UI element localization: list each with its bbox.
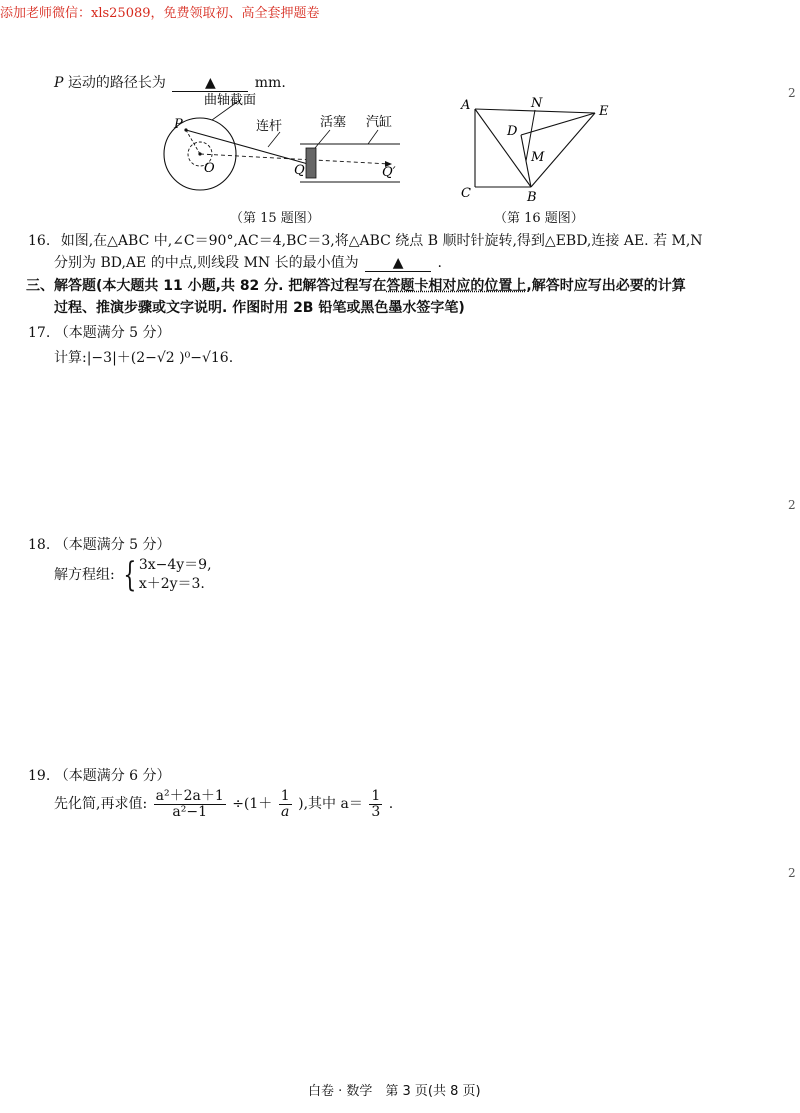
- equation-1: 3x−4y＝9,: [138, 557, 212, 573]
- q19-end: .: [388, 796, 394, 813]
- fig15-pt-q: Q: [294, 163, 305, 178]
- section-3-heading-line-2: 过程、推演步骤或文字说明. 作图时用 2B 铅笔或黑色墨水签字笔): [54, 300, 465, 316]
- q15-text: 运动的路径长为: [67, 75, 166, 91]
- q19-divide-text: ÷(1＋: [232, 796, 273, 813]
- connecting-rod-line: [186, 130, 308, 164]
- edge-mark: 2: [788, 498, 796, 512]
- fig15-label-crank: 曲轴截面: [204, 93, 257, 108]
- piston-block: [306, 148, 316, 178]
- q18-lead: 解方程组:: [54, 566, 115, 583]
- edge-mark: 2: [788, 866, 796, 880]
- q18-heading: 18. （本题满分 5 分）: [28, 537, 171, 553]
- piston-label-leader: [315, 130, 330, 148]
- fig16-pt-b: B: [527, 190, 537, 205]
- q16-line-2: [54, 252, 442, 272]
- q15-answer-blank: [172, 75, 248, 92]
- q16-line-1: [28, 230, 703, 250]
- cylinder-label-leader: [368, 130, 378, 144]
- q19-expression: [54, 789, 393, 819]
- fig16-pt-c: C: [461, 186, 471, 201]
- point-p-label: P: [54, 75, 64, 91]
- fraction-numerator: 1: [371, 788, 381, 804]
- edge-mark: 2: [788, 86, 796, 100]
- q19-lead: 先化简,再求值:: [54, 796, 148, 813]
- section-3-emphasis: 答题卡相对应的位置上: [386, 278, 527, 294]
- fraction-main: [154, 789, 226, 819]
- segment-ab: [475, 109, 531, 187]
- figure-15-caption: （第 15 题图）: [230, 211, 320, 226]
- q16-text-end: .: [437, 255, 442, 271]
- fraction-numerator: 1: [280, 788, 290, 804]
- q15-answer-line: [54, 72, 286, 92]
- q19-condition-text: ),其中 a＝: [298, 796, 363, 813]
- section-3-text-a: 三、解答题(本大题共 11 小题,共 82 分. 把解答过程写在: [26, 278, 387, 294]
- equation-2: x＋2y＝3.: [138, 575, 205, 592]
- fraction-one-over-a: [279, 789, 292, 819]
- rod-label-leader: [268, 132, 280, 147]
- section-3-heading: [26, 275, 686, 295]
- q15-unit: mm.: [254, 75, 286, 91]
- fig15-label-cylinder: 汽缸: [366, 115, 393, 130]
- fraction-denominator: a²−1: [172, 803, 207, 820]
- fig15-pt-p: P: [174, 117, 183, 132]
- q17-expression: 计算:|−3|＋(2−√2 )⁰−√16.: [54, 350, 234, 366]
- q16-text-1: 如图,在△ABC 中,∠C＝90°,AC＝4,BC＝3,将△ABC 绕点 B 顺时针旋转,得到△EBD,连接 AE. 若 M,N: [60, 233, 703, 249]
- point-p: [184, 128, 187, 131]
- fraction-denominator: a: [281, 803, 290, 820]
- watermark-text: 添加老师微信：xls25089，免费领取初、高全套押题卷: [0, 6, 320, 21]
- equation-system: [119, 556, 211, 594]
- fig16-pt-n: N: [531, 96, 543, 111]
- q16-number: 16.: [28, 233, 51, 249]
- fig15-pt-o: O: [204, 161, 215, 176]
- q18-system: [54, 556, 212, 594]
- fig16-pt-e: E: [599, 104, 609, 119]
- q19-heading: 19. （本题满分 6 分）: [28, 768, 171, 784]
- fraction-numerator: a²＋2a＋1: [155, 788, 224, 804]
- fraction-value: [369, 789, 382, 819]
- section-3-text-c: ,解答时应写出必要的计算: [526, 278, 686, 294]
- fig15-label-rod: 连杆: [256, 119, 283, 134]
- point-o: [198, 152, 201, 155]
- q17-heading: 17. （本题满分 5 分）: [28, 325, 171, 341]
- blank-mark: ▲: [204, 75, 216, 91]
- fig16-pt-d: D: [507, 124, 518, 139]
- fig15-pt-q-prime: Q′: [382, 165, 396, 180]
- brace-icon: {: [123, 554, 137, 595]
- figure-15-crank-diagram: [160, 92, 410, 202]
- figure-16-caption: （第 16 题图）: [494, 211, 584, 226]
- q16-text-2: 分别为 BD,AE 的中点,则线段 MN 长的最小值为: [54, 255, 359, 271]
- figure-16-triangle-diagram: [455, 95, 615, 205]
- fig15-label-piston: 活塞: [320, 115, 347, 130]
- fraction-denominator: 3: [371, 803, 381, 820]
- page-footer: 白卷 · 数学 第 3 页(共 8 页): [308, 1084, 481, 1099]
- q16-answer-blank: [365, 255, 431, 272]
- fig16-pt-m: M: [531, 150, 545, 165]
- fig16-pt-a: A: [461, 98, 471, 113]
- blank-mark: ▲: [392, 255, 404, 271]
